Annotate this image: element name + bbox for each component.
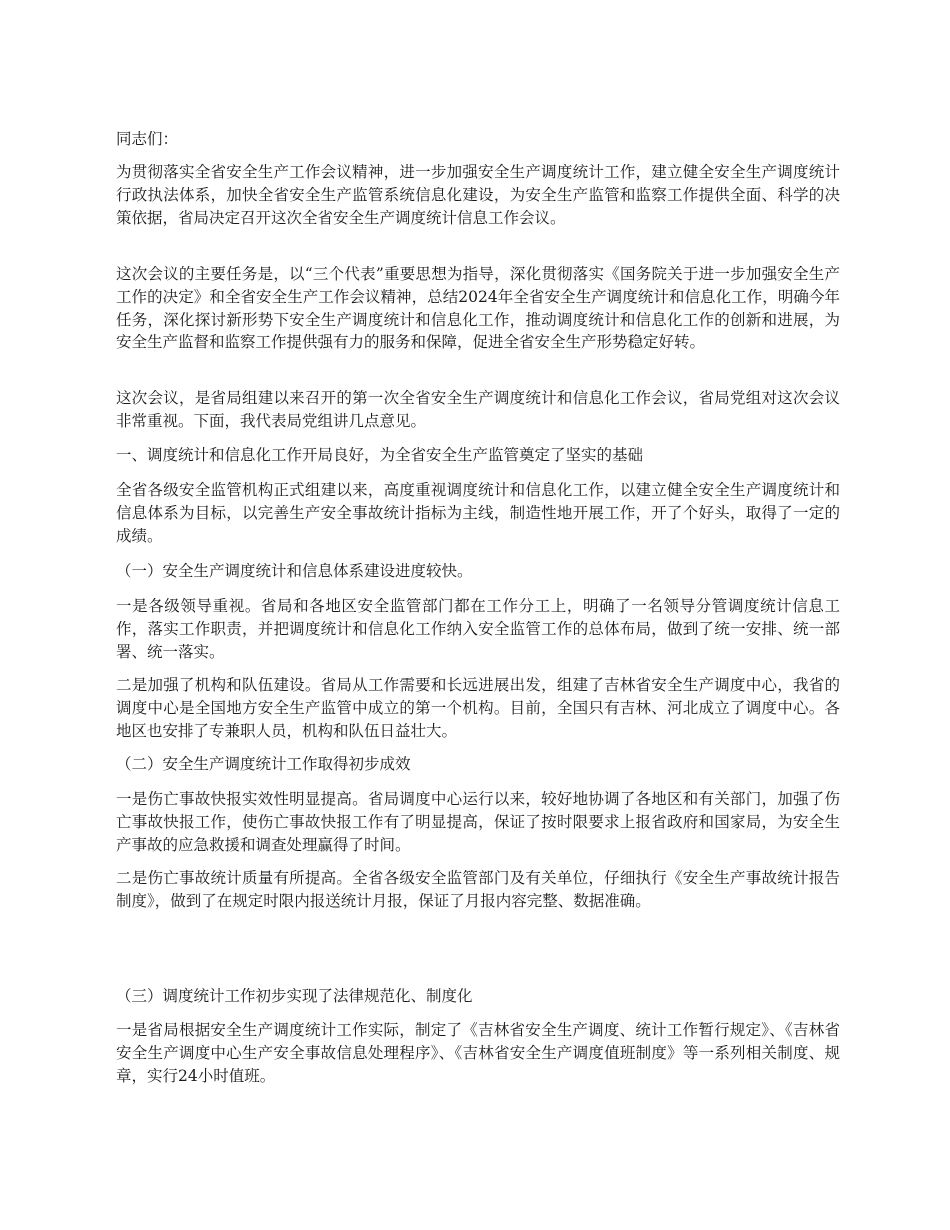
paragraph: 一是省局根据安全生产调度统计工作实际，制定了《吉林省安全生产调度、统计工作暂行规定》、《吉林省安全生产调度中心生产安全事故信息处理程序》、《吉林省安全生产调度值班制度》等一系列相关制度、规章，实行24小时值班。 [116,1021,840,1085]
subsection-heading: （一）安全生产调度统计和信息体系建设进度较快。 [116,562,473,580]
subsection-heading: （三）调度统计工作初步实现了法律规范化、制度化 [116,987,473,1005]
salutation: 同志们： [116,130,179,148]
section-heading: 一、调度统计和信息化工作开局良好，为全省安全生产监管奠定了坚实的基础 [116,446,644,464]
paragraph: 二是伤亡事故统计质量有所提高。全省各级安全监管部门及有关单位，仔细执行《安全生产事故统计报告制度》，做到了在规定时限内报送统计月报，保证了月报内容完整、数据准确。 [116,869,840,910]
subsection-heading: （二）安全生产调度统计工作取得初步成效 [116,755,411,773]
paragraph: 为贯彻落实全省安全生产工作会议精神，进一步加强安全生产调度统计工作，建立健全安全生产调度统计行政执法体系，加快全省安全生产监管系统信息化建设，为安全生产监管和监察工作提供全面、科学的决策依据，省局决定召开这次全省安全生产调度统计信息工作会议。 [116,163,840,227]
paragraph: 这次会议的主要任务是，以“三个代表”重要思想为指导，深化贯彻落实《国务院关于进一步加强安全生产工作的决定》和全省安全生产工作会议精神，总结2024年全省安全生产调度统计和信息化工作，明确今年任务，深化探讨新形势下安全生产调度统计和信息化工作，推动调度统计和信息化工作的创新和进展，为安全生产监督和监察工作提供强有力的服务和保障，促进全省安全生产形势稳定好转。 [116,265,840,352]
paragraph: 一是各级领导重视。省局和各地区安全监管部门都在工作分工上，明确了一名领导分管调度统计信息工作，落实工作职责，并把调度统计和信息化工作纳入安全监管工作的总体布局，做到了统一安排、统一部署、统一落实。 [116,597,840,661]
paragraph: 这次会议，是省局组建以来召开的第一次全省安全生产调度统计和信息化工作会议，省局党组对这次会议非常重视。下面，我代表局党组讲几点意见。 [116,389,840,430]
paragraph: 一是伤亡事故快报实效性明显提高。省局调度中心运行以来，较好地协调了各地区和有关部门，加强了伤亡事故快报工作，使伤亡事故快报工作有了明显提高，保证了按时限要求上报省政府和国家局，为安全生产事故的应急救援和调查处理赢得了时间。 [116,790,840,854]
paragraph: 全省各级安全监管机构正式组建以来，高度重视调度统计和信息化工作，以建立健全安全生产调度统计和信息体系为目标，以完善生产安全事故统计指标为主线，制造性地开展工作，开了个好头，取得了一定的成绩。 [116,481,840,545]
paragraph: 二是加强了机构和队伍建设。省局从工作需要和长远进展出发，组建了吉林省安全生产调度中心，我省的调度中心是全国地方安全生产监管中成立的第一个机构。目前，全国只有吉林、河北成立了调度中心。各地区也安排了专兼职人员，机构和队伍日益壮大。 [116,676,840,740]
